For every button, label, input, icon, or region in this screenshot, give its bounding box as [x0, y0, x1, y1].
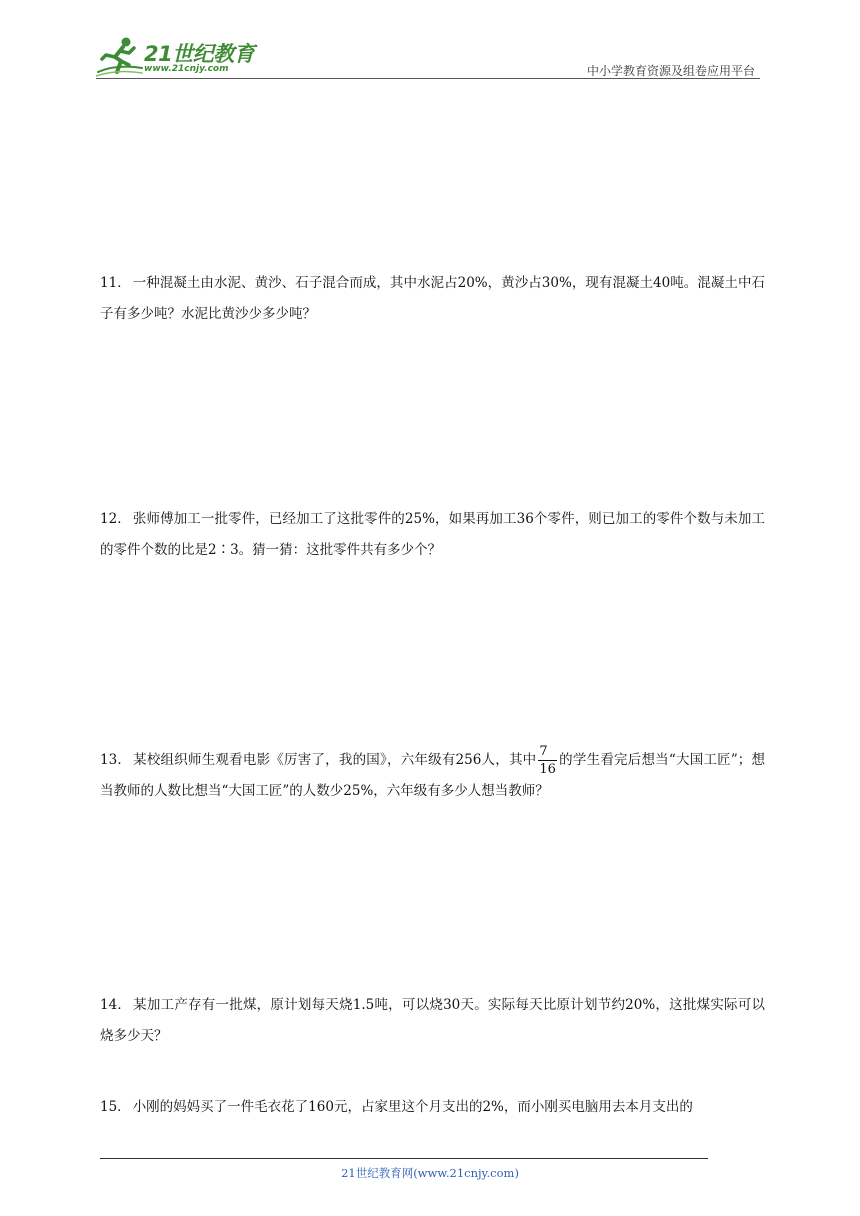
- header-tagline: 中小学教育资源及组卷应用平台: [586, 64, 755, 78]
- question-text: 小刚的妈妈买了一件毛衣花了160元，占家里这个月支出的2%，而小刚买电脑用去本月支出的: [132, 1099, 693, 1115]
- question-text: 张师傅加工一批零件，已经加工了这批零件的25%，如果再加工36个零件，则已加工的零件个数与未加工的零件个数的比是2∶3。猜一猜：这批零件共有多少个？: [100, 511, 765, 558]
- question-number: 15．: [100, 1099, 131, 1115]
- page-header: [0, 0, 860, 80]
- question-number: 12．: [100, 511, 131, 527]
- question-text: 某加工产存有一批煤，原计划每天烧1.5吨，可以烧30天。实际每天比原计划节约20%，这批煤实际可以烧多少天？: [100, 997, 765, 1044]
- logo-url: www.21cnjy.com: [144, 64, 229, 74]
- question-text-before-fraction: 某校组织师生观看电影《厉害了，我的国》，六年级有256人，其中: [133, 752, 537, 768]
- question-15: [100, 1092, 765, 1123]
- runner-logo-icon: [96, 34, 144, 78]
- logo-text: 21世纪教育: [144, 42, 255, 66]
- question-11: [100, 268, 765, 330]
- question-number: 11．: [100, 275, 131, 291]
- fraction-denominator: 16: [539, 762, 556, 777]
- fraction: [538, 745, 557, 776]
- question-13: [100, 745, 765, 807]
- question-number: 14．: [100, 997, 132, 1013]
- fraction-numerator: 7: [538, 745, 557, 761]
- question-number: 13．: [100, 752, 132, 768]
- question-text: 一种混凝土由水泥、黄沙、石子混合而成，其中水泥占20%，黄沙占30%，现有混凝土40吨。混凝土中石子有多少吨？水泥比黄沙少多少吨？: [100, 275, 765, 322]
- question-text-after-fraction: 的学生看完后想当“大国工匠”；想当教师的人数比想当“大国工匠”的人数少25%，六年级有多少人想当教师？: [100, 752, 765, 799]
- header-divider: [96, 78, 760, 79]
- site-logo[interactable]: [96, 34, 256, 78]
- footer-text[interactable]: 21世纪教育网(www.21cnjy.com): [341, 1166, 519, 1180]
- question-12: [100, 504, 765, 566]
- footer-divider: [100, 1158, 708, 1159]
- question-14: [100, 990, 765, 1052]
